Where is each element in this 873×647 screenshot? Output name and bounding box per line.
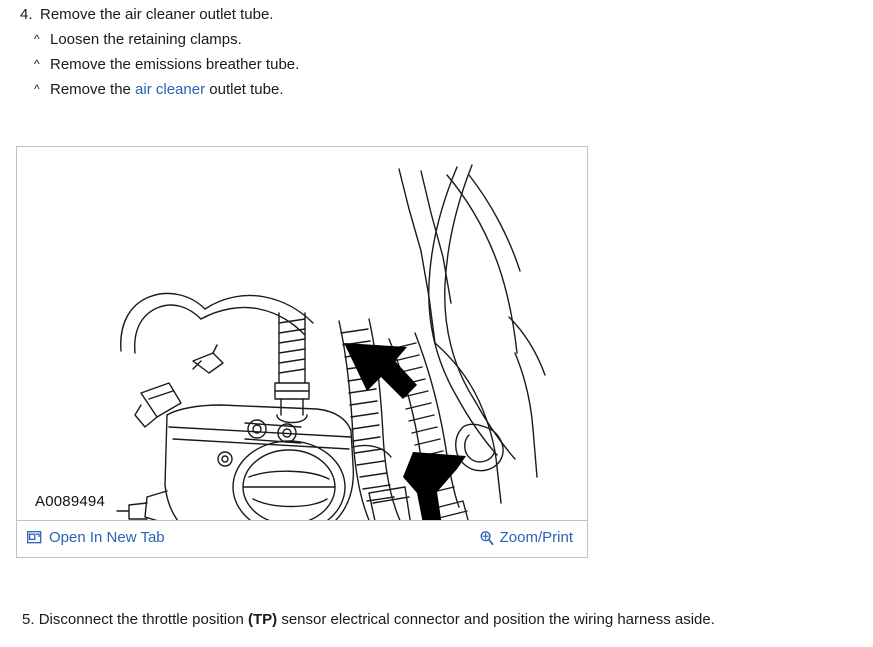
callout-arrow-lower <box>403 452 466 520</box>
magnifier-icon <box>479 530 494 546</box>
figure-id-label: A0089494 <box>35 493 106 510</box>
substep-item-2 <box>20 52 740 77</box>
step-4-substep-list <box>20 27 740 102</box>
throttle-body-illustration <box>17 147 587 520</box>
open-in-new-tab-label: Open In New Tab <box>49 529 165 546</box>
substep-text-3-post: outlet tube. <box>205 81 284 98</box>
substep-item-1 <box>20 27 740 52</box>
step-5-bold: (TP) <box>247 611 278 628</box>
open-in-new-tab-button[interactable] <box>27 529 165 546</box>
substep-text-1: Loosen the retaining clamps. <box>50 31 242 48</box>
step-4-heading <box>20 2 740 27</box>
external-window-icon <box>27 530 42 545</box>
step-5-text <box>22 609 715 631</box>
zoom-print-button[interactable] <box>479 529 573 546</box>
caret-icon: ^ <box>34 32 40 46</box>
zoom-print-label: Zoom/Print <box>499 529 573 546</box>
air-cleaner-link[interactable]: air cleaner <box>135 81 206 98</box>
figure-image[interactable] <box>17 147 587 520</box>
caret-icon: ^ <box>34 82 40 96</box>
step-5-pre: Disconnect the throttle position <box>38 611 248 628</box>
step-4-text: Remove the air cleaner outlet tube. <box>40 6 274 23</box>
substep-text-2: Remove the emissions breather tube. <box>50 56 300 73</box>
figure-panel <box>16 146 588 558</box>
figure-toolbar <box>17 520 587 557</box>
substep-item-3 <box>20 77 740 102</box>
step-5-number: 5. <box>22 611 35 628</box>
step-4-number: 4. <box>20 6 33 23</box>
step-5-post: sensor electrical connector and position the wiring harness aside. <box>277 611 715 628</box>
substep-text-3-pre: Remove the <box>50 81 136 98</box>
step-4-block <box>20 2 740 102</box>
caret-icon: ^ <box>34 57 40 71</box>
